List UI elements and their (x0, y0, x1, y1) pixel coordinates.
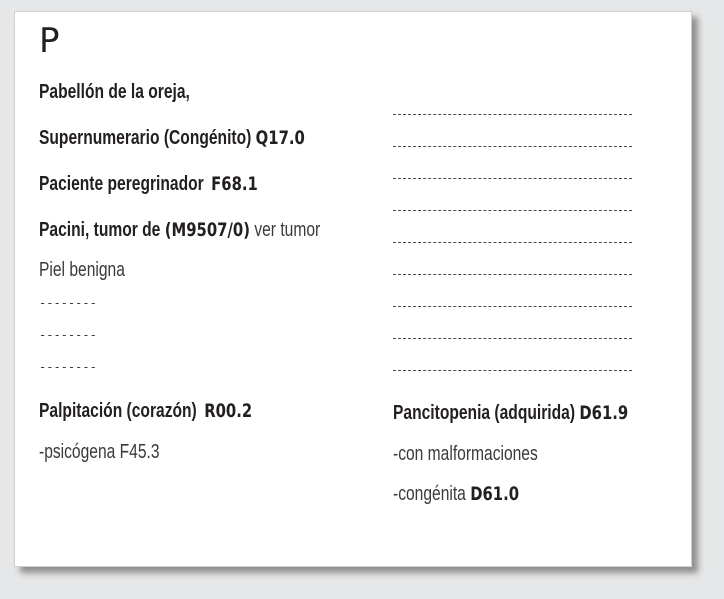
entry-supernumerario (39, 126, 305, 150)
entry-psicogena (39, 440, 160, 464)
entry-pacini-code: (M9507/0) (164, 219, 250, 241)
entry-pabellon (39, 80, 190, 104)
entry-palpitacion (39, 399, 252, 423)
blank-rule-3 (393, 178, 632, 179)
blank-rule-2 (393, 146, 632, 147)
entry-pancitopenia-code: D61.9 (579, 402, 629, 424)
entry-pancitopenia (393, 401, 628, 425)
entry-pancitopenia-text: Pancitopenia (adquirida) (393, 402, 576, 424)
blank-rule-4 (393, 210, 632, 211)
entry-paciente (39, 172, 258, 196)
blank-short-3: -------- (39, 360, 97, 374)
section-letter: P (39, 21, 60, 61)
entry-paciente-code: F68.1 (211, 173, 258, 195)
blank-rule-7 (393, 306, 632, 307)
entry-supernumerario-text: Supernumerario (Congénito) (39, 127, 252, 149)
document-page (14, 11, 692, 567)
entry-con-malformaciones (393, 442, 538, 466)
entry-pabellon-text: Pabellón de la oreja, (39, 81, 190, 103)
entry-piel-text: Piel benigna (39, 259, 125, 281)
entry-pacini-suffix: ver tumor (254, 219, 321, 241)
blank-rule-6 (393, 274, 632, 275)
entry-psicogena-text: -psicógena F45.3 (39, 441, 160, 463)
entry-supernumerario-code: Q17.0 (255, 127, 305, 149)
entry-pacini (39, 218, 320, 242)
blank-short-1: -------- (39, 296, 97, 310)
entry-palpitacion-code: R00.2 (204, 400, 253, 422)
entry-palpitacion-text: Palpitación (corazón) (39, 400, 197, 422)
blank-short-2: -------- (39, 328, 97, 342)
entry-congenita-code: D61.0 (470, 483, 520, 505)
entry-con-malformaciones-text: -con malformaciones (393, 443, 538, 465)
entry-piel (39, 258, 125, 282)
blank-rule-8 (393, 338, 632, 339)
blank-rule-5 (393, 242, 632, 243)
entry-pacini-text: Pacini, tumor de (39, 219, 161, 241)
entry-congenita (393, 482, 519, 506)
entry-paciente-text: Paciente peregrinador (39, 173, 204, 195)
blank-rule-1 (393, 114, 632, 115)
blank-rule-9 (393, 370, 632, 371)
entry-congenita-text: -congénita (393, 483, 466, 505)
